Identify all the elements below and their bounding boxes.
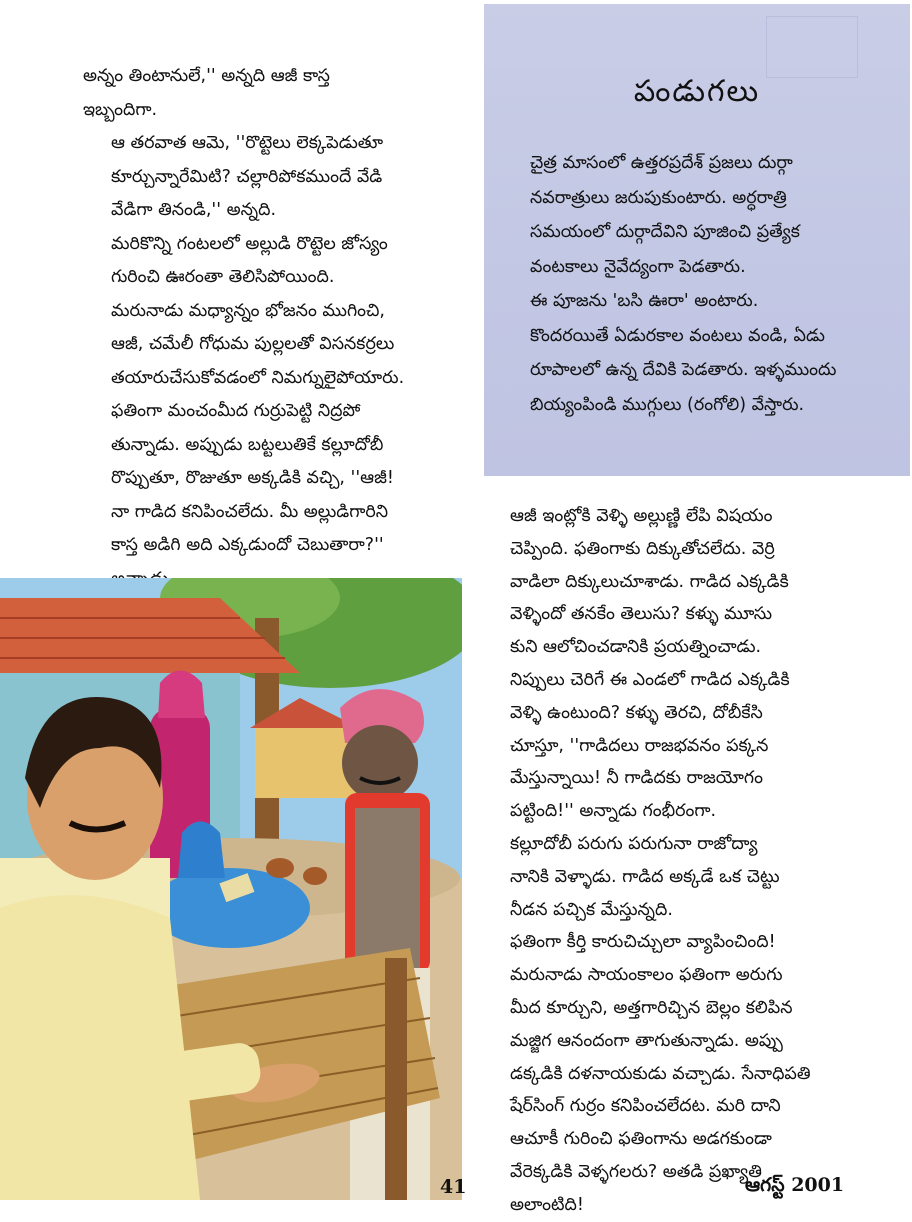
text-line: చైత్ర మాసంలో ఉత్తరప్రదేశ్ ప్రజలు దుర్గా (530, 153, 793, 173)
box-decoration (766, 16, 858, 78)
box-title: పండుగలు (633, 74, 761, 109)
paragraph (83, 127, 458, 228)
text-line: వెళ్ళిందో తనకేం తెలుసు? కళ్ళు మూసు (510, 604, 773, 625)
text-line: నానికి వెళ్ళాడు. గాడిద అక్కడే ఒక చెట్టు (510, 866, 780, 887)
text-line: వేడిగా తినండి,'' అన్నది. (111, 200, 277, 220)
text-line: ఆ తరవాత ఆమె, ''రొట్టెలు లెక్కపెడుతూ (111, 133, 384, 153)
text-line: మరికొన్ని గంటలలో అల్లుడి రొట్టెల జోస్యం (111, 233, 388, 254)
text-line: నవరాత్రులు జరుపుకుంటారు. అర్ధరాత్రి (530, 187, 787, 208)
text-line: వేరెక్కడికి వెళ్ళగలరు? అతడి ప్రఖ్యాతి (510, 1161, 762, 1182)
text-line: ఆజీ ఇంట్లోకి వెళ్ళి అల్లుణ్ణి లేపి విషయం (510, 506, 773, 526)
festival-info-box (484, 4, 910, 476)
story-illustration (0, 578, 462, 1200)
paragraph (484, 828, 854, 926)
text-line: షేర్‌సింగ్ గుర్రం కనిపించలేదట. మరి దాని (510, 1096, 781, 1117)
text-line: రొప్పుతూ, రొజుతూ అక్కడికి వచ్చి, ''ఆజీ! (111, 468, 394, 488)
text-line: అన్నం తింటానులే,'' అన్నది ఆజీ కాస్త (83, 66, 330, 86)
text-line: గురించి ఊరంతా తెలిసిపోయింది. (111, 267, 335, 287)
text-line: మరునాడు మధ్యాన్నం భోజనం ముగించి, (111, 300, 385, 321)
right-column-text (484, 500, 854, 1222)
text-line: మేస్తున్నాయి! నీ గాడిదకు రాజయోగం (510, 768, 763, 789)
left-column-text (83, 60, 458, 596)
text-line: అలాంటిది! (510, 1194, 584, 1215)
paragraph (83, 228, 458, 295)
text-line: ఫతింగా కీర్తి కారుచిచ్చులా వ్యాపించింది! (510, 932, 776, 953)
text-line: నిప్పులు చెరిగే ఈ ఎండలో గాడిద ఎక్కడికి (510, 669, 790, 690)
issue-year: 2001 (791, 1174, 845, 1196)
issue-month: ఆగస్ట్ (745, 1174, 785, 1196)
text-line: కాస్త అడిగి అది ఎక్కడుందో చెబుతారా?'' (111, 535, 384, 555)
text-line: చూస్తూ, ''గాడిదలు రాజభవనం పక్కన (510, 735, 769, 756)
issue-date (745, 1174, 844, 1201)
page-number: 41 (440, 1176, 467, 1198)
text-line: చెప్పింది. ఫతింగాకు దిక్కుతోచలేదు. వెర్రి (510, 538, 775, 559)
text-line: కల్లూదోబీ పరుగు పరుగునా రాజోద్యా (510, 833, 758, 854)
text-line: బియ్యంపిండి ముగ్గులు (రంగోలి) వేస్తారు. (530, 394, 805, 415)
paragraph (484, 500, 854, 828)
text-line: తున్నాడు. అప్పుడు బట్టలుతికే కల్లూదోబీ (111, 434, 384, 455)
text-line: ఫతింగా మంచంమీద గుర్రుపెట్టి నిద్రపో (111, 401, 361, 421)
text-line: నీడన పచ్చిక మేస్తున్నది. (510, 899, 673, 920)
text-line: కొందరయితే ఏడురకాల వంటలు వండి, ఏడు (530, 325, 825, 346)
text-line: డక్కడికి దళనాయకుడు వచ్చాడు. సేనాధిపతి (510, 1063, 811, 1084)
text-line: నా గాడిద కనిపించలేదు. మీ అల్లుడిగారిని (111, 501, 388, 522)
text-line: కూర్చున్నారేమిటి? చల్లారిపోకముందే వేడి (111, 166, 383, 187)
text-line: మరునాడు సాయంకాలం ఫతింగా అరుగు (510, 965, 783, 986)
paragraph (83, 295, 458, 597)
text-line: ఇబ్బందిగా. (83, 99, 158, 120)
text-line: వాడిలా దిక్కులుచూశాడు. గాడిద ఎక్కడికి (510, 571, 789, 592)
text-line: కుని ఆలోచించడానికి ప్రయత్నించాడు. (510, 637, 762, 658)
text-line: పట్టింది!'' అన్నాడు గంభీరంగా. (510, 801, 717, 822)
box-body (502, 146, 890, 422)
text-line: సమయంలో దుర్గాదేవిని పూజించి ప్రత్యేక (530, 222, 800, 242)
text-line: తయారుచేసుకోవడంలో నిమగ్నులైపోయారు. (111, 367, 405, 388)
text-line: రూపాలలో ఉన్న దేవికి పెడతారు. ఇళ్ళముందు (530, 360, 837, 380)
text-line: మజ్జిగ ఆనందంగా తాగుతున్నాడు. అప్పు (510, 1030, 783, 1051)
paragraph (502, 284, 890, 422)
text-line: మీద కూర్చుని, అత్తగారిచ్చిన బెల్లం కలిపిన (510, 997, 793, 1018)
paragraph (502, 146, 890, 284)
text-line: ఆజీ, చమేలీ గోధుమ పుల్లలతో విసనకర్రలు (111, 334, 395, 354)
text-line: ఆచూకీ గురించి ఫతింగాను అడగకుండా (510, 1129, 772, 1150)
text-line: ఈ పూజను 'బసి ఊరా' అంటారు. (530, 291, 759, 311)
paragraph (83, 60, 458, 127)
text-line: వెళ్ళి ఉంటుంది? కళ్ళు తెరచి, దోబీకేసి (510, 702, 763, 723)
text-line: వంటకాలు నైవేద్యంగా పెడతారు. (530, 256, 746, 277)
